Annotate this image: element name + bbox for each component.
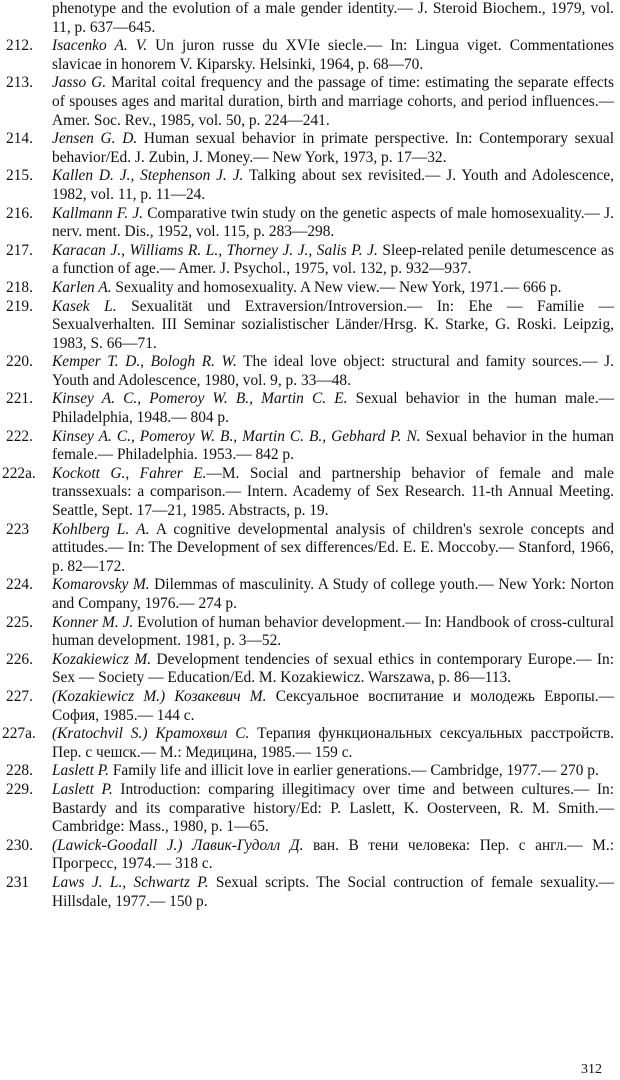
entry-text: The ideal love object: structural and famity sources.— J. Youth and Adolescence, 1980, vol. 9, p. 33—48. <box>52 353 614 389</box>
bibliography-entry <box>6 762 614 781</box>
entry-body <box>52 242 614 279</box>
entry-body <box>52 762 614 781</box>
entry-text: Human sexual behavior in primate perspective. In: Contemporary sexual behavior/Ed. J. Zubin, J. Money.— New York, 1973, p. 17—32. <box>52 130 614 166</box>
bibliography-entry <box>6 205 614 242</box>
bibliography-entry <box>6 37 614 74</box>
entry-number: 213. <box>6 74 33 92</box>
entry-number: 212. <box>6 37 33 55</box>
bibliography-entry <box>6 837 614 874</box>
entry-text: Talking about sex revisited.— J. Youth and Adolescence, 1982, vol. 11, p. 11—24. <box>52 167 614 203</box>
entry-author: (Kratochvil S.) Кратохвил С. <box>52 725 250 743</box>
entry-text: Sleep-related penile detumescence as a function of age.— Amer. J. Psychol., 1975, vol. 132, p. 932—937. <box>52 241 614 278</box>
entry-text: Sexual behavior in the human female.— Philadelphia. 1953.— 842 p. <box>52 427 614 464</box>
entry-author: Laslett P. <box>52 780 113 798</box>
entry-author: Konner M. J. <box>52 613 134 631</box>
entry-author: Isacenko A. V. <box>52 37 148 55</box>
entry-number: 226. <box>6 650 33 668</box>
entry-text: Un juron russe du XVIe siecle.— In: Lingua viget. Commentationes slavicae in honorem V. Kiparsky. Helsinki, 1964, p. 68—70. <box>52 37 614 73</box>
entry-body <box>52 874 614 911</box>
entry-body <box>52 74 614 130</box>
entry-number: 228. <box>6 762 33 780</box>
entry-body <box>52 428 614 465</box>
entry-body <box>52 781 614 837</box>
entry-body <box>52 614 614 651</box>
bibliography-entry <box>6 353 614 390</box>
entry-author: Kockott G., Fahrer E. <box>52 464 207 482</box>
entry-number: 216. <box>6 204 33 222</box>
entry-body <box>52 353 614 390</box>
entry-text: Sexual behavior in the human male.— Philadelphia, 1948.— 804 p. <box>52 390 614 427</box>
entry-text: Marital coital frequency and the passage of time: estimating the separate effects of spouses ages and marital duration, birth and marriage cohorts, and period influences.— Amer. Soc. Rev., 1985, vol. 50, p. 224—241. <box>52 74 614 129</box>
entry-author: Laslett P. <box>52 762 110 780</box>
entry-text: Family life and illicit love in earlier generations.— Cambridge, 1977.— 270 p. <box>109 762 599 780</box>
entry-body <box>52 298 614 354</box>
entry-text: —M. Social and partnership behavior of female and male transsexuals: a comparison.— Intern. Academy of Sex Research. 11-th Annual Meeting. Seattle, Sept. 17—21, 1985. Abstracts, p. 19. <box>52 464 614 520</box>
bibliography-entry <box>6 242 614 279</box>
entry-author: Kallen D. J., Stephenson J. J. <box>52 167 244 185</box>
entry-text: Sexualität und Extraversion/Introversion.— In: Ehe — Familie — Sexualverhalten. III Seminar sozialistischer Länder/Hrsg. K. Starke, G. Roski. Leipzig, 1983, S. 66—71. <box>52 297 614 352</box>
entry-text: Сексуальное воспитание и молодежь Европы.— София, 1985.— 144 с. <box>52 687 614 724</box>
entry-text: Терапия функциональных сексуальных расстройств. Пер. с чешск.— М.: Медицина, 1985.— 159 с. <box>52 725 615 761</box>
entry-author: Karlen A. <box>52 278 112 296</box>
bibliography-entry <box>6 279 614 298</box>
entry-text: Development tendencies of sexual ethics in contemporary Europe.— In: Sex — Society — Education/Ed. M. Kozakiewicz. Warszawa, p. 86—113. <box>52 650 614 687</box>
bibliography-entry <box>6 428 614 465</box>
entry-author: Karacan J., Williams R. L., Thorney J. J., Salis P. J. <box>52 241 378 259</box>
entry-body <box>52 576 614 613</box>
bibliography-entry <box>6 874 614 911</box>
entry-number: 230. <box>6 836 33 854</box>
entry-author: Kemper T. D., Bologh R. W. <box>52 353 237 371</box>
entry-author: (Lawick-Goodall J.) Лавик-Гудолл Д. <box>52 836 304 854</box>
entry-number: 223 <box>6 520 30 538</box>
entry-number: 218. <box>6 278 33 296</box>
entry-author: Kohlberg L. A. <box>52 520 150 538</box>
bibliography-entry <box>2 464 614 521</box>
page-number: 312 <box>581 1062 602 1078</box>
bibliography-entry <box>6 781 614 837</box>
entry-number: 225. <box>6 613 33 631</box>
bibliography-list <box>2 37 615 911</box>
bibliography-entry <box>6 390 614 427</box>
entry-number: 229. <box>6 780 33 798</box>
entry-number: 224. <box>6 576 33 594</box>
entry-author: Kinsey A. C., Pomeroy W. B., Martin C. E. <box>52 390 348 408</box>
bibliography-entry <box>6 167 614 204</box>
entry-author: Jensen G. D. <box>52 130 138 148</box>
entry-number: 222a. <box>2 464 36 482</box>
bibliography-entry <box>6 614 614 651</box>
entry-body <box>52 465 614 521</box>
bibliography-entry <box>6 130 614 167</box>
entry-author: Kinsey A. C., Pomeroy W. B., Martin C. B., Gebhard P. N. <box>52 427 421 445</box>
entry-body <box>52 167 614 204</box>
entry-author: Kozakiewicz M. <box>52 650 152 668</box>
entry-text: Evolution of human behavior development.— In: Handbook of cross-cultural human development. 1981, p. 3—52. <box>52 613 614 650</box>
entry-body <box>52 521 614 577</box>
entry-author: Jasso G. <box>52 74 107 92</box>
entry-number: 221. <box>6 390 33 408</box>
entry-body <box>52 725 614 762</box>
entry-body <box>52 279 614 298</box>
entry-author: Kallmann F. J. <box>52 204 144 222</box>
entry-author: Laws J. L., Schwartz P. <box>52 873 209 891</box>
entry-number: 217. <box>6 241 33 259</box>
bibliography-entry <box>6 521 614 577</box>
bibliography-entry <box>6 576 614 613</box>
entry-text: Introduction: comparing illegitimacy over time and between cultures.— In: Bastardy and its comparative history/Ed: P. Laslett, K. Oosterveen, R. M. Smith.— Cambridge: Mass., 1980, p. 1—65. <box>52 780 614 836</box>
entry-body <box>52 37 614 74</box>
entry-text: Dilemmas of masculinity. A Study of college youth.— New York: Norton and Company, 1976.— 274 p. <box>52 576 614 612</box>
entry-number: 220. <box>6 353 33 371</box>
entry-text: Sexuality and homosexuality. A New view.— New York, 1971.— 666 p. <box>111 278 562 296</box>
bibliography-entry <box>2 725 615 762</box>
entry-text: Sexual scripts. The Social contruction of female sexuality.— Hillsdale, 1977.— 150 p. <box>52 873 614 910</box>
entry-text: A cognitive developmental analysis of children's sexrole concepts and attitudes.— In: The Development of sex differences/Ed. E. E. Moccoby.— Stanford, 1966, p. 82—172. <box>52 520 614 575</box>
bibliography-entry <box>6 651 614 688</box>
entry-number: 227а. <box>2 725 36 743</box>
bibliography-entry <box>6 688 614 725</box>
entry-author: (Kozakiewicz M.) Козакевич М. <box>52 687 267 705</box>
entry-number: 219. <box>6 297 33 315</box>
entry-number: 222. <box>6 427 33 445</box>
entry-body <box>52 688 614 725</box>
entry-body <box>52 130 614 167</box>
entry-author: Komarovsky M. <box>52 576 150 594</box>
bibliography-entry <box>6 298 614 354</box>
entry-body <box>52 390 614 427</box>
bibliography-entry <box>6 74 614 130</box>
entry-number: 227. <box>6 687 33 705</box>
entry-number: 215. <box>6 167 33 185</box>
entry-text: ван. В тени человека: Пер. с англ.— М.: Прогресс, 1974.— 318 с. <box>52 836 614 873</box>
entry-body <box>52 205 614 242</box>
continuation-text: phenotype and the evolution of a male gender identity.— J. Steroid Biochem., 1979, vol. 11, p. 637—645. <box>52 0 614 36</box>
entry-body <box>52 837 614 874</box>
entry-text: Comparative twin study on the genetic aspects of male homosexuality.— J. nerv. ment. Dis., 1952, vol. 115, p. 283—298. <box>52 204 614 241</box>
entry-author: Kasek L. <box>52 297 117 315</box>
entry-number: 214. <box>6 130 33 148</box>
entry-number: 231 <box>6 873 30 891</box>
entry-body <box>52 651 614 688</box>
